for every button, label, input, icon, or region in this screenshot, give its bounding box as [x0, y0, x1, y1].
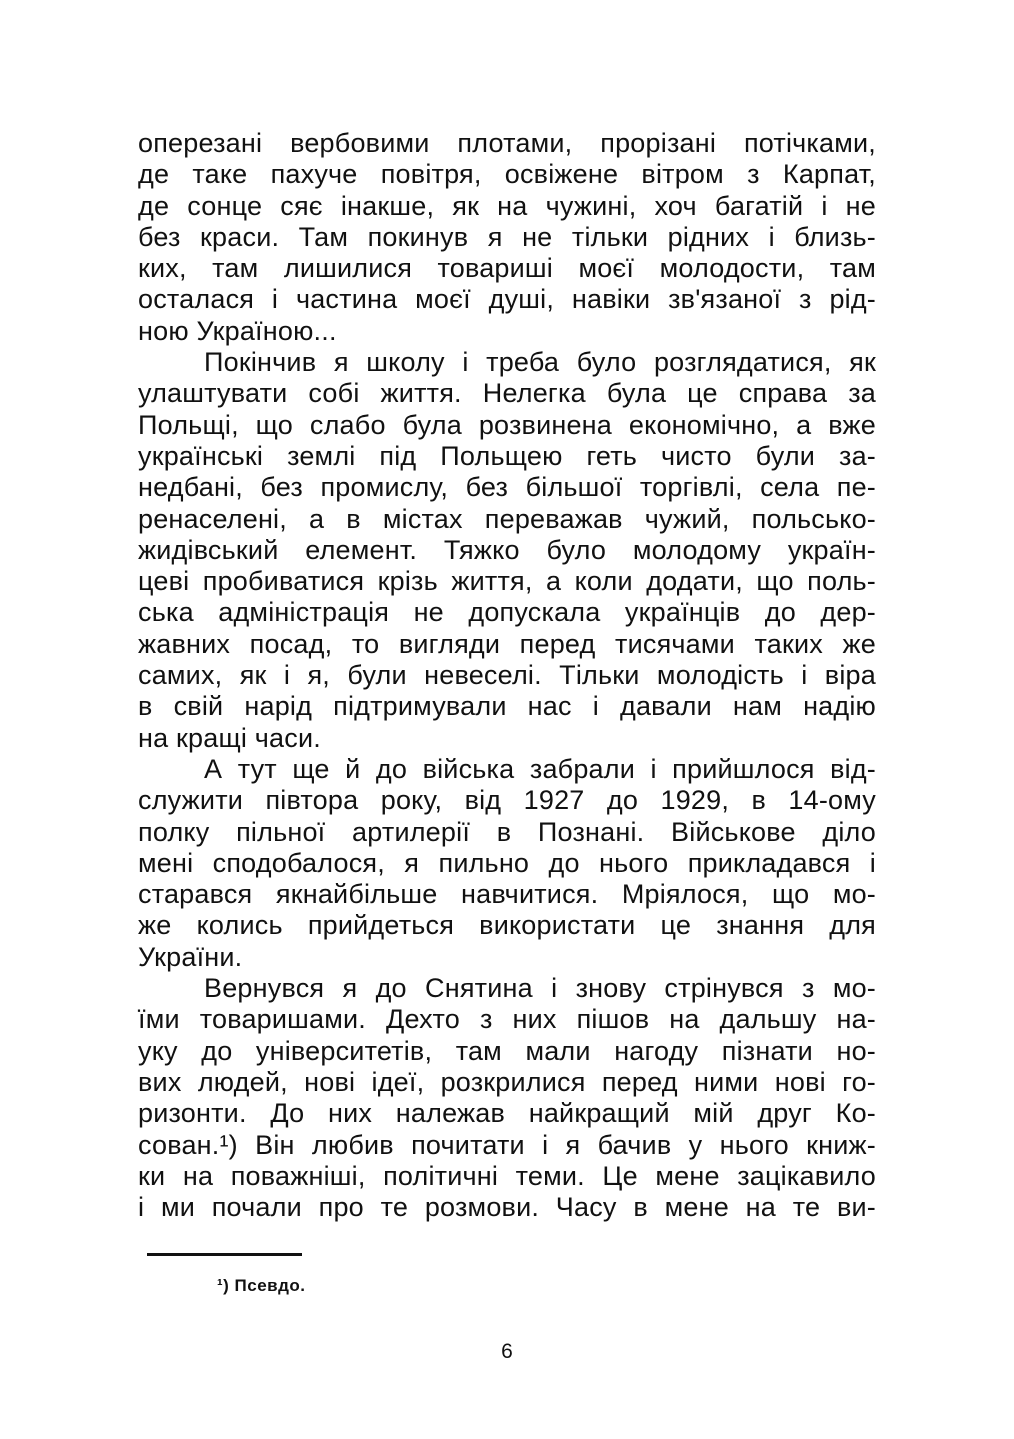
text-line: Польщі, що слабо була розвинена економічно, а вже — [138, 409, 876, 440]
text-line: уку до університетів, там мали нагоду пізнати но- — [138, 1035, 876, 1066]
text-line: старався якнайбільше навчитися. Мріялося, що мо- — [138, 879, 876, 910]
page-number: 6 — [501, 1340, 513, 1363]
text-line: жидівський елемент. Тяжко було молодому україн- — [138, 534, 876, 565]
text-line: жавних посад, то вигляди перед тисячами таких же — [138, 628, 876, 659]
text-line: оперезані вербовими плотами, прорізані потічками, — [138, 128, 876, 158]
text-line: сован.¹) Він любив почитати і я бачив у нього книж- — [138, 1129, 876, 1160]
text-line: України. — [138, 941, 243, 972]
text-line: і ми почали про те розмови. Часу в мене на те ви- — [138, 1192, 876, 1223]
body-text — [138, 128, 876, 1223]
text-line: Покінчив я школу і треба було розглядатися, як — [204, 347, 876, 378]
footnote: ¹) Псевдо. — [217, 1276, 306, 1295]
text-line: ки на поважніші, політичні теми. Це мене зацікавило — [138, 1160, 876, 1191]
text-line: на кращі часи. — [138, 722, 321, 753]
text-line: ною Україною... — [138, 315, 337, 346]
text-line: же колись прийдеться використати це знання для — [138, 910, 876, 941]
text-line: полку пільної артилерії в Познані. Військове діло — [138, 816, 876, 847]
text-line: цеві пробиватися крізь життя, а коли додати, що поль- — [138, 566, 876, 597]
footnote-divider — [147, 1253, 302, 1256]
text-line: улаштувати собі життя. Нелегка була це справа за — [138, 378, 876, 409]
text-line: мені сподобалося, я пильно до нього прикладався і — [138, 847, 876, 878]
text-line: ська адміністрація не допускала українців до дер- — [138, 597, 876, 628]
text-line: де сонце сяє інакше, як на чужині, хоч багатій і не — [138, 190, 876, 221]
text-line: в свій нарід підтримували нас і давали нам надію — [138, 691, 876, 722]
text-line: українські землі під Польщею геть чисто були за- — [138, 440, 876, 471]
text-line: А тут ще й до війська забрали і прийшлося від- — [204, 753, 876, 784]
text-line: ренаселені, а в містах переважав чужий, польсько- — [138, 503, 876, 534]
text-line: Вернувся я до Снятина і знову стрінувся з мо- — [204, 973, 876, 1004]
text-line: де таке пахуче повітря, освіжене вітром з Карпат, — [138, 159, 876, 190]
text-line: їми товаришами. Дехто з них пішов на дальшу на- — [138, 1004, 876, 1035]
text-line: самих, як і я, були невеселі. Тільки молодість і віра — [138, 660, 876, 691]
text-line: ких, там лишилися товариші моєї молодости, там — [138, 253, 876, 284]
text-line: ризонти. До них належав найкращий мій друг Ко- — [138, 1098, 876, 1129]
text-line: недбані, без промислу, без більшої торгівлі, села пе- — [138, 472, 876, 503]
text-line: служити півтора року, від 1927 до 1929, в 14-ому — [138, 785, 876, 816]
text-line: без краси. Там покинув я не тільки рідних і близь- — [138, 221, 876, 252]
text-line: вих людей, нові ідеї, розкрилися перед ними нові го- — [138, 1066, 876, 1097]
text-line: осталася і частина моєї душі, навіки зв'язаної з рід- — [138, 284, 876, 315]
